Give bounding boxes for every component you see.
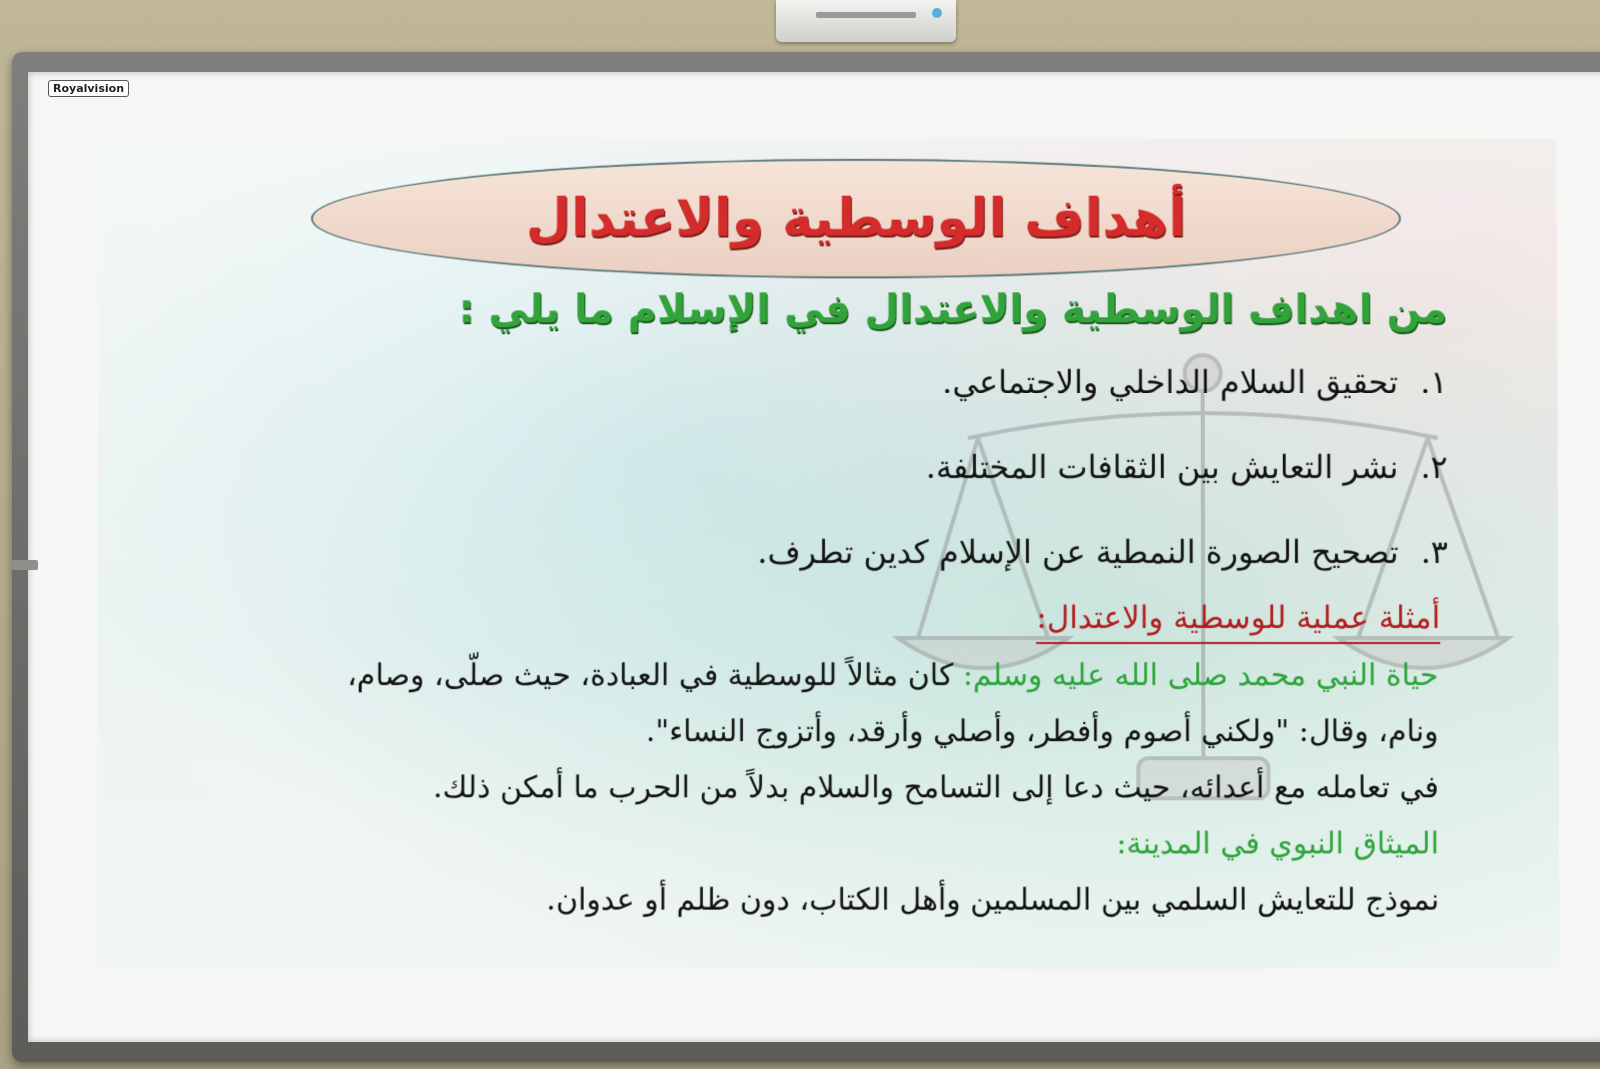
projector-indicator-light (932, 8, 942, 18)
slide-title: أهداف الوسطية والاعتدال (525, 188, 1187, 249)
example1-line2: ونام، وقال: "ولكني أصوم وأفطر، وأصلي وأرقد، وأتزوج النساء". (645, 714, 1439, 750)
goal-number: ١. (1420, 363, 1448, 402)
board-hinge (12, 560, 38, 570)
slide-subtitle: من اهداف الوسطية والاعتدال في الإسلام ما يلي : (458, 286, 1448, 333)
example2-label: الميثاق النبوي في المدينة: (1116, 826, 1439, 862)
goal-text: نشر التعايش بين الثقافات المختلفة. (925, 448, 1399, 487)
example1-line3: في تعامله مع أعدائه، حيث دعا إلى التسامح والسلام بدلاً من الحرب ما أمكن ذلك. (433, 770, 1439, 806)
example1-label: حياة النبي محمد صلى الله عليه وسلم: (962, 658, 1439, 694)
slide-title-oval (311, 159, 1401, 279)
goal-item-1 (942, 363, 1447, 401)
goal-number: ٢. (1420, 448, 1448, 487)
ceiling-projector (776, 0, 956, 42)
example1-line1 (347, 658, 1438, 693)
projected-slide (96, 139, 1559, 969)
example1-text: كان مثالاً للوسطية في العبادة، حيث صلّى، وصام، (347, 658, 963, 694)
goal-item-2 (926, 448, 1448, 486)
goal-text: تصحيح الصورة النمطية عن الإسلام كدين تطرف. (757, 533, 1399, 572)
goal-item-3 (757, 533, 1448, 571)
projector-vent (816, 12, 916, 18)
examples-heading: أمثلة عملية للوسطية والاعتدال: (1036, 600, 1440, 644)
whiteboard-brand-logo: Royalvision (48, 80, 129, 97)
goal-number: ٣. (1420, 533, 1449, 572)
example2-text: نموذج للتعايش السلمي بين المسلمين وأهل الكتاب، دون ظلم أو عدوان. (546, 882, 1440, 918)
goal-text: تحقيق السلام الداخلي والاجتماعي. (942, 363, 1399, 402)
